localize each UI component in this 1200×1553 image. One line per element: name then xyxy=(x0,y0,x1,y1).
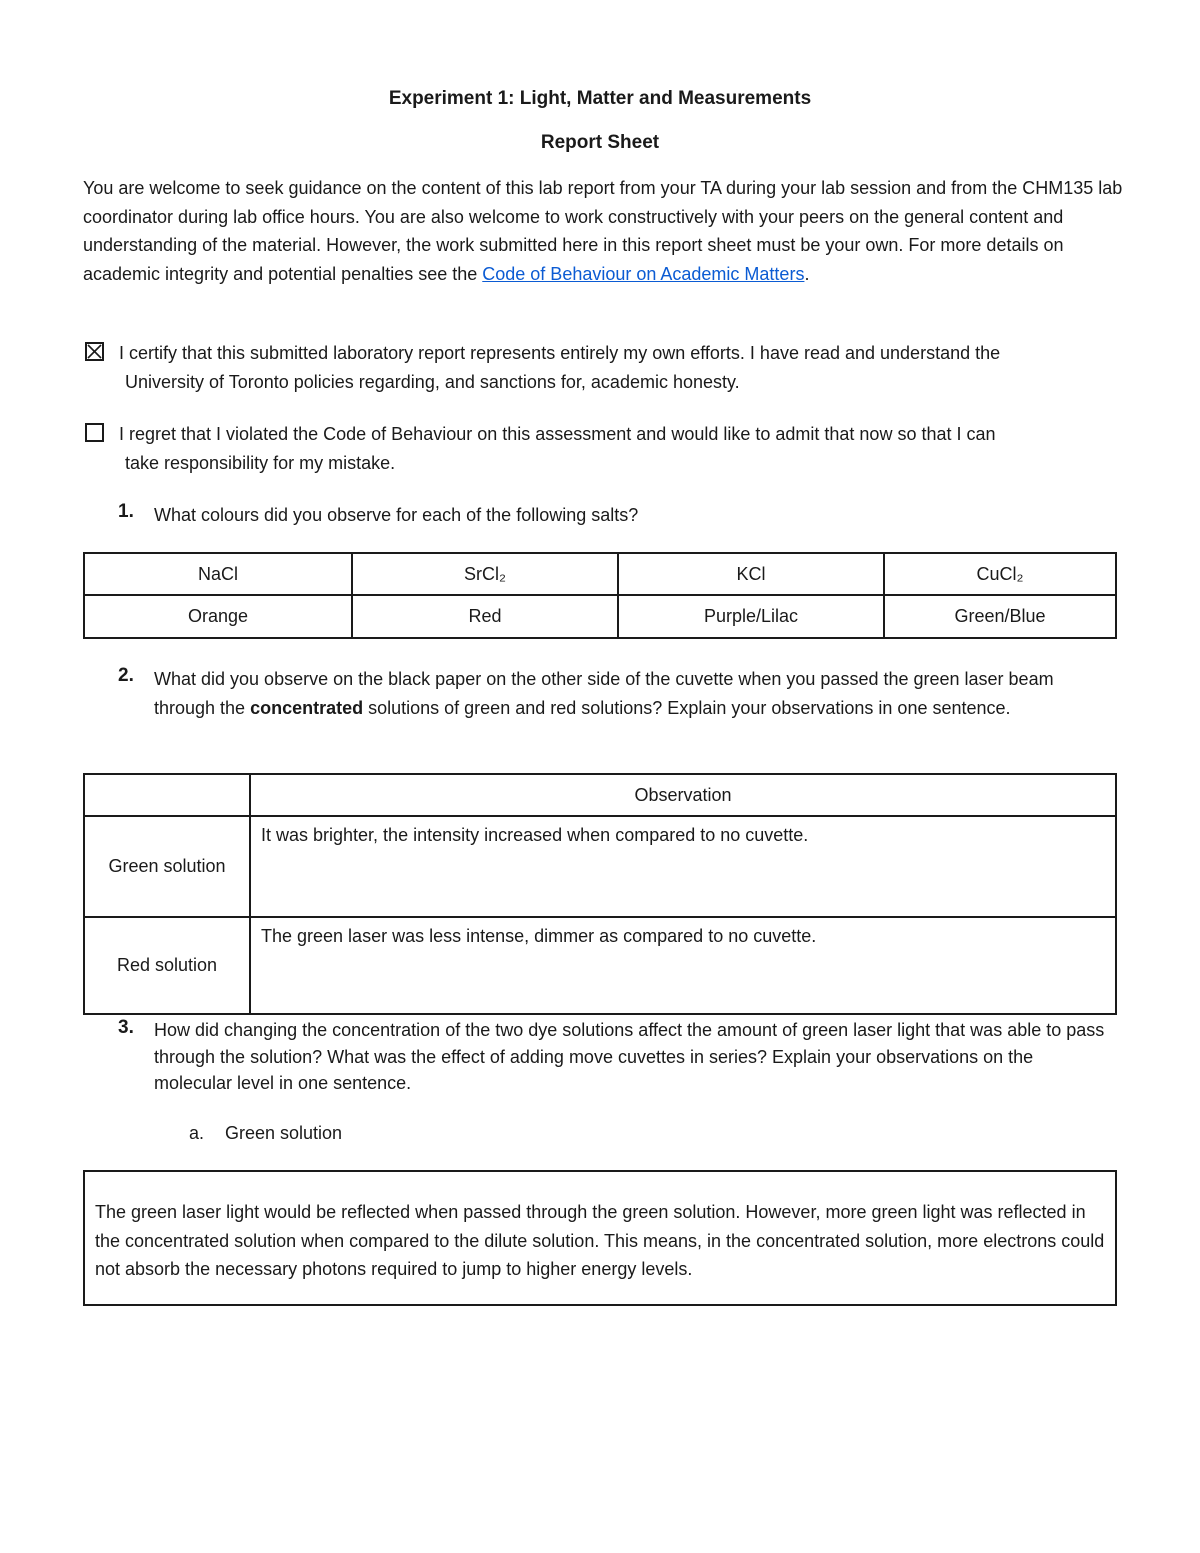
sub-question-a-text: Green solution xyxy=(225,1123,343,1143)
salt-header: NaCl xyxy=(84,553,352,595)
regret-statement xyxy=(83,420,1123,478)
salt-header: SrCl₂ xyxy=(352,553,618,595)
code-of-behaviour-link[interactable]: Code of Behaviour on Academic Matters xyxy=(482,263,805,284)
question-3-number: 3. xyxy=(118,1017,134,1038)
certification-statement xyxy=(83,339,1123,397)
question-1-text: What colours did you observe for each of the following salts? xyxy=(154,505,639,525)
question-3-text: How did changing the concentration of the two dye solutions affect the amount of green laser light that was able to pass through the solution? What was the effect of adding move cuvettes in series? Explain your observations on the molecular level in one sentence. xyxy=(154,1020,1105,1093)
intro-end: . xyxy=(804,263,810,284)
observation-table xyxy=(83,773,1117,1015)
colour-cell: Red xyxy=(352,595,618,638)
table-row xyxy=(84,595,1116,638)
question-2-text-part1: What did you observe on the black paper on the other side of the cuvette when you passed the green laser beam through the xyxy=(154,669,1054,718)
question-2-text xyxy=(154,665,1114,723)
salt-header: CuCl₂ xyxy=(884,553,1116,595)
empty-header-cell xyxy=(84,774,250,816)
checkmark-x-icon xyxy=(87,344,102,359)
row-label: Green solution xyxy=(84,816,250,917)
table-row xyxy=(84,917,1116,1014)
table-header-row xyxy=(84,553,1116,595)
observation-cell: The green laser was less intense, dimmer as compared to no cuvette. xyxy=(250,917,1116,1014)
colour-cell: Purple/Lilac xyxy=(618,595,884,638)
salt-colours-table xyxy=(83,552,1117,639)
table-header-row xyxy=(84,774,1116,816)
green-solution-answer-box[interactable] xyxy=(83,1170,1117,1306)
intro-text: You are welcome to seek guidance on the content of this lab report from your TA during your lab session and from the CHM135 lab coordinator during lab office hours. You are also welcome to work constructively with your peers on the general content and understanding of the material. However, the work submitted here in this report sheet must be your own. For more details on academic integrity and potential penalties see the xyxy=(83,178,1123,284)
regret-line2: take responsibility for my mistake. xyxy=(125,453,396,473)
intro-paragraph xyxy=(83,174,1123,288)
regret-checkbox[interactable] xyxy=(85,423,104,442)
regret-line1: I regret that I violated the Code of Behaviour on this assessment and would like to admit that now so that I can xyxy=(119,424,996,444)
answer-text: The green laser light would be reflected when passed through the green solution. However, more green light was reflected in the concentrated solution when compared to the dilute solution. This means, in the concentrated solution, more electrons could not absorb the necessary photons required to jump to higher energy levels. xyxy=(95,1202,1105,1279)
question-2-text-bold: concentrated xyxy=(250,698,364,718)
sub-question-a-label: a. xyxy=(189,1123,205,1143)
colour-cell: Green/Blue xyxy=(884,595,1116,638)
certification-line1: I certify that this submitted laboratory report represents entirely my own efforts. I have read and understand the xyxy=(119,343,1001,363)
table-row xyxy=(84,816,1116,917)
row-label: Red solution xyxy=(84,917,250,1014)
observation-header: Observation xyxy=(250,774,1116,816)
salt-header: KCl xyxy=(618,553,884,595)
question-2-number: 2. xyxy=(118,665,134,686)
question-1-number: 1. xyxy=(118,501,134,522)
page-subtitle: Report Sheet xyxy=(540,132,660,153)
question-2-text-part2: solutions of green and red solutions? Explain your observations in one sentence. xyxy=(363,698,1011,718)
certification-line2: University of Toronto policies regarding, and sanctions for, academic honesty. xyxy=(125,372,740,392)
observation-cell: It was brighter, the intensity increased when compared to no cuvette. xyxy=(250,816,1116,917)
colour-cell: Orange xyxy=(84,595,352,638)
certification-checkbox[interactable] xyxy=(85,342,104,361)
page-title: Experiment 1: Light, Matter and Measurements xyxy=(388,88,812,109)
